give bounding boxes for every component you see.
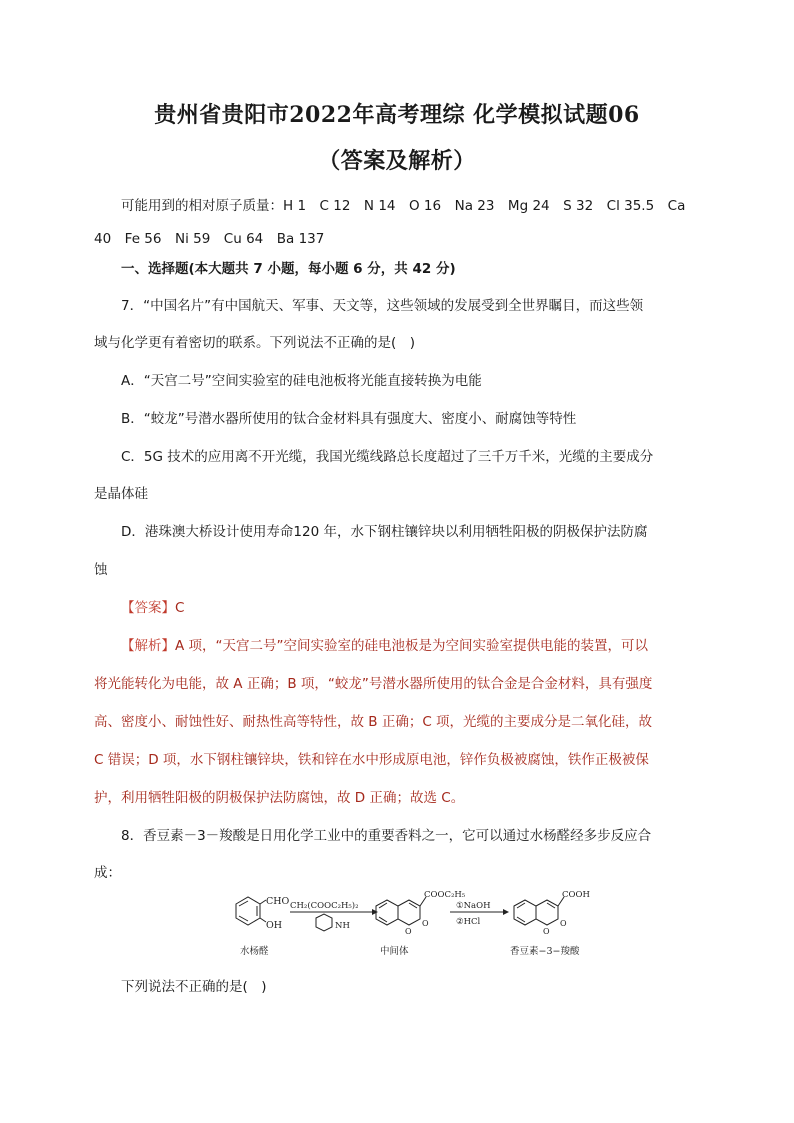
q7-stem-line-1: 7．“中国名片”有中国航天、军事、天文等，这些领域的发展受到全世界瞩目，而这些领 [121,298,644,314]
step2-reagent-naoh: ①NaOH [456,901,491,911]
step2-reagent-hcl: ②HCl [456,917,481,927]
q7-analysis-line-3: 高、密度小、耐蚀性好、耐热性高等特性，故 B 正确；C 项，光缆的主要成分是二氧化硅，故 [94,714,653,730]
q7-answer [121,596,184,616]
page-subtitle: （答案及解析） [318,148,476,174]
product-ring-o: O [543,927,550,936]
analysis-label: 【解析】 [121,638,175,654]
label-intermediate: 中间体 [380,946,409,957]
product-carbonyl-o: O [560,919,567,928]
intermediate-ring-o: O [405,927,412,936]
q7-option-c-line-2: 是晶体硅 [94,486,148,502]
section-heading: 一、选择题(本大题共 7 小题，每小题 6 分，共 42 分) [121,261,456,277]
label-salicylaldehyde: 水杨醛 [240,946,269,957]
atomic-mass-line-2: 40 Fe 56 Ni 59 Cu 64 Ba 137 [94,231,325,247]
catalyst-nh: NH [335,921,350,931]
intermediate-group: COOC₂H₅ [424,890,466,900]
reaction-arrow-1-head [372,909,378,915]
answer-value: C [175,600,185,616]
salicylaldehyde-structure [236,897,266,925]
piperidine-structure [316,914,332,931]
product-structure [514,897,564,925]
reagent-diethyl-malonate: CH₂(COOC₂H₅)₂ [290,901,359,911]
reaction-scheme [218,882,608,964]
q7-stem-line-2: 域与化学更有着密切的联系。下列说法不正确的是( ) [94,335,416,351]
q8-stem-line-2: 成： [94,865,121,881]
q7-analysis-line-2: 将光能转化为电能，故 A 正确；B 项，“蛟龙”号潜水器所使用的钛合金是合金材料，具有强度 [94,676,653,692]
q8-stem-line-1: 8．香豆素－3－羧酸是日用化学工业中的重要香料之一，它可以通过水杨醛经多步反应合 [121,828,652,844]
page-title: 贵州省贵阳市2022年高考理综 化学模拟试题06 [154,102,640,128]
label-coumarin-acid: 香豆素−3−羧酸 [510,946,580,957]
q7-option-b: B．“蛟龙”号潜水器所使用的钛合金材料具有强度大、密度小、耐腐蚀等特性 [121,411,577,427]
q7-option-d-line-1: D．港珠澳大桥设计使用寿命120 年，水下钢柱镶锌块以利用牺牲阳极的阴极保护法防腐 [121,524,648,540]
reactant-group-cho: CHO [266,896,290,907]
product-group-cooh: COOH [562,890,590,900]
q7-option-a: A．“天宫二号”空间实验室的硅电池板将光能直接转换为电能 [121,373,482,389]
atomic-mass-line-1: 可能用到的相对原子质量：H 1 C 12 N 14 O 16 Na 23 Mg 24 S 32 Cl 35.5 Ca [121,198,686,214]
reactant-group-oh: OH [266,920,283,931]
q7-option-d-line-2: 蚀 [94,562,108,578]
q7-analysis-line-5: 护，利用牺牲阳极的阴极保护法防腐蚀，故 D 正确；故选 C。 [94,790,465,806]
q7-analysis-line-1: 【解析】A 项，“天宫二号”空间实验室的硅电池板是为空间实验室提供电能的装置，可以 [121,638,649,654]
q7-option-c-line-1: C．5G 技术的应用离不开光缆，我国光缆线路总长度超过了三千万千米，光缆的主要成分 [121,449,654,465]
intermediate-structure [376,897,426,925]
q7-analysis-line-4: C 错误；D 项，水下钢柱镶锌块，铁和锌在水中形成原电池，锌作负极被腐蚀，铁作正极被保 [94,752,649,768]
answer-label: 【答案】 [121,600,175,616]
intermediate-carbonyl-o: O [422,919,429,928]
reaction-arrow-2-head [503,909,509,915]
q8-stem-line-3: 下列说法不正确的是( ) [121,979,267,995]
